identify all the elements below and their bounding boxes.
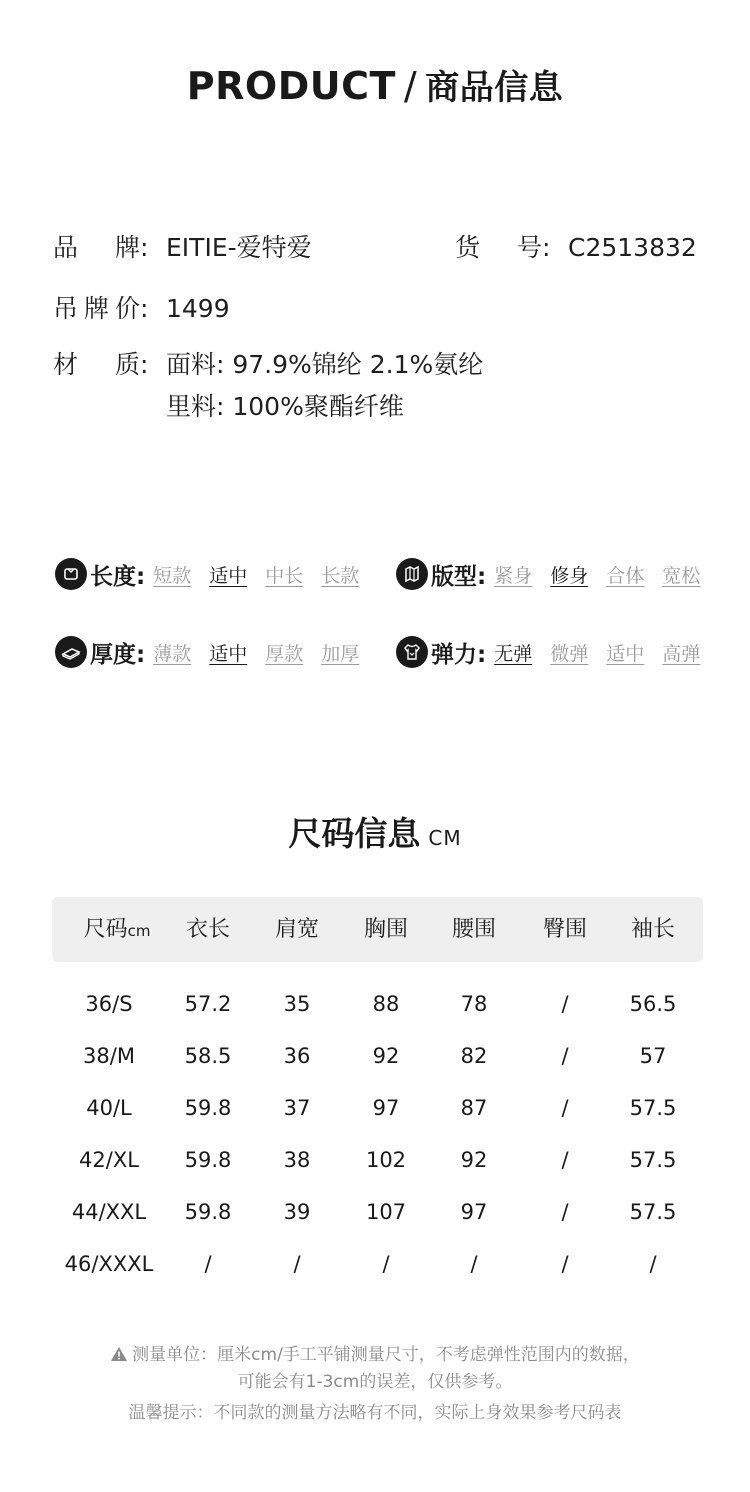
size-cell: 42/XL [79,1148,139,1172]
table-cell: 35 [283,992,311,1016]
attr-thickness [55,634,359,670]
table-cell: / [561,992,569,1016]
brand-label: 品牌 [53,233,140,262]
table-cell: / [204,1252,212,1276]
material-shell: 面料: 97.9%锦纶 2.1%氨纶 [166,350,484,379]
option-short: 短款 [153,564,192,587]
table-cell: 92 [460,1148,488,1172]
brand-row: 品牌: EITIE-爱特爱 [53,228,312,264]
option-high-stretch: 高弹 [662,642,701,665]
header-sleeve: 袖长 [630,917,675,942]
header-chest: 胸围 [363,917,408,942]
size-section-title [0,808,750,855]
table-cell: 97 [460,1200,488,1224]
material-row: 材质: 面料: 97.9%锦纶 2.1%氨纶 [53,345,483,381]
table-cell: / [561,1096,569,1120]
table-cell: 38 [283,1148,311,1172]
table-cell: / [561,1148,569,1172]
option-regular: 合体 [606,564,645,587]
table-cell: 59.8 [184,1096,232,1120]
material-lining: 里料: 100%聚酯纤维 [166,392,404,421]
table-cell: 36 [283,1044,311,1068]
price-label: 吊牌价 [53,294,140,323]
coat-length-icon [55,558,87,590]
table-cell: 59.8 [184,1200,232,1224]
warning-icon [110,1346,128,1367]
table-cell: 57.5 [629,1200,677,1224]
option-thin: 薄款 [153,642,192,665]
table-cell: 97 [372,1096,400,1120]
table-cell: / [382,1252,390,1276]
attr-elasticity [396,634,700,670]
header-size: 尺码cm [83,917,151,942]
size-table-header [52,897,703,962]
table-cell: 57.2 [184,992,232,1016]
size-cell: 46/XXXL [64,1252,154,1276]
option-mid-long: 中长 [265,564,304,587]
sku-row: 货号: C2513832 [455,228,697,264]
table-cell: 87 [460,1096,488,1120]
table-cell: 88 [372,992,400,1016]
size-title-text: 尺码信息 [288,814,421,853]
brand-value: EITIE-爱特爱 [166,233,312,262]
elasticity-icon [396,636,428,668]
option-extra-thick: 加厚 [321,642,360,665]
option-long: 长款 [321,564,360,587]
option-medium-stretch: 适中 [606,642,645,665]
table-cell: 58.5 [184,1044,232,1068]
option-slim: 修身 [550,564,589,587]
size-unit: CM [428,826,462,850]
table-cell: / [470,1252,478,1276]
header-hip: 臀围 [542,917,587,942]
attr-name: 厚度: [90,641,146,668]
title-en: PRODUCT [186,64,396,108]
option-medium: 适中 [209,642,248,665]
table-cell: 107 [365,1200,407,1224]
thickness-icon [55,636,87,668]
note-line-1: 测量单位：厘米cm/手工平铺测量尺寸，不考虑弹性范围内的数据， [0,1340,750,1367]
table-cell: 39 [283,1200,311,1224]
table-cell: 82 [460,1044,488,1068]
header-shoulder: 肩宽 [274,917,319,942]
table-cell: 57.5 [629,1148,677,1172]
table-cell: 78 [460,992,488,1016]
title-separator: / [403,64,418,108]
attr-name: 弹力: [431,641,487,668]
table-cell: 57 [639,1044,667,1068]
option-medium: 适中 [209,564,248,587]
table-cell: 59.8 [184,1148,232,1172]
table-cell: / [649,1252,657,1276]
table-cell: / [561,1044,569,1068]
size-cell: 38/M [83,1044,135,1068]
table-cell: / [293,1252,301,1276]
attr-fit [396,556,700,592]
sku-value: C2513832 [568,233,697,262]
note-line-2: 可能会有1-3cm的误差，仅供参考。 [237,1372,513,1392]
price-value: 1499 [166,294,230,323]
attr-name: 长度: [90,563,146,590]
fit-icon [396,558,428,590]
attr-length [55,556,359,592]
option-loose: 宽松 [662,564,701,587]
table-cell: 102 [365,1148,407,1172]
table-cell: 92 [372,1044,400,1068]
price-row: 吊牌价: 1499 [53,289,230,325]
size-cell: 40/L [86,1096,132,1120]
table-cell: 37 [283,1096,311,1120]
option-slight-stretch: 微弹 [550,642,589,665]
size-cell: 44/XXL [71,1200,147,1224]
attr-name: 版型: [431,563,487,590]
size-cell: 36/S [85,992,133,1016]
sku-label: 货号 [455,233,542,262]
header-length: 衣长 [185,917,230,942]
table-cell: / [561,1200,569,1224]
option-thick: 厚款 [265,642,304,665]
title-cn: 商品信息 [425,68,564,108]
table-cell: 57.5 [629,1096,677,1120]
option-no-stretch: 无弹 [494,642,533,665]
page-title [0,60,750,109]
material-label: 材质 [53,350,140,379]
table-cell: 56.5 [629,992,677,1016]
table-cell: / [561,1252,569,1276]
note-line-3: 温馨提示：不同款的测量方法略有不同，实际上身效果参考尺码表 [128,1403,622,1423]
header-waist: 腰围 [451,917,496,942]
option-tight: 紧身 [494,564,533,587]
